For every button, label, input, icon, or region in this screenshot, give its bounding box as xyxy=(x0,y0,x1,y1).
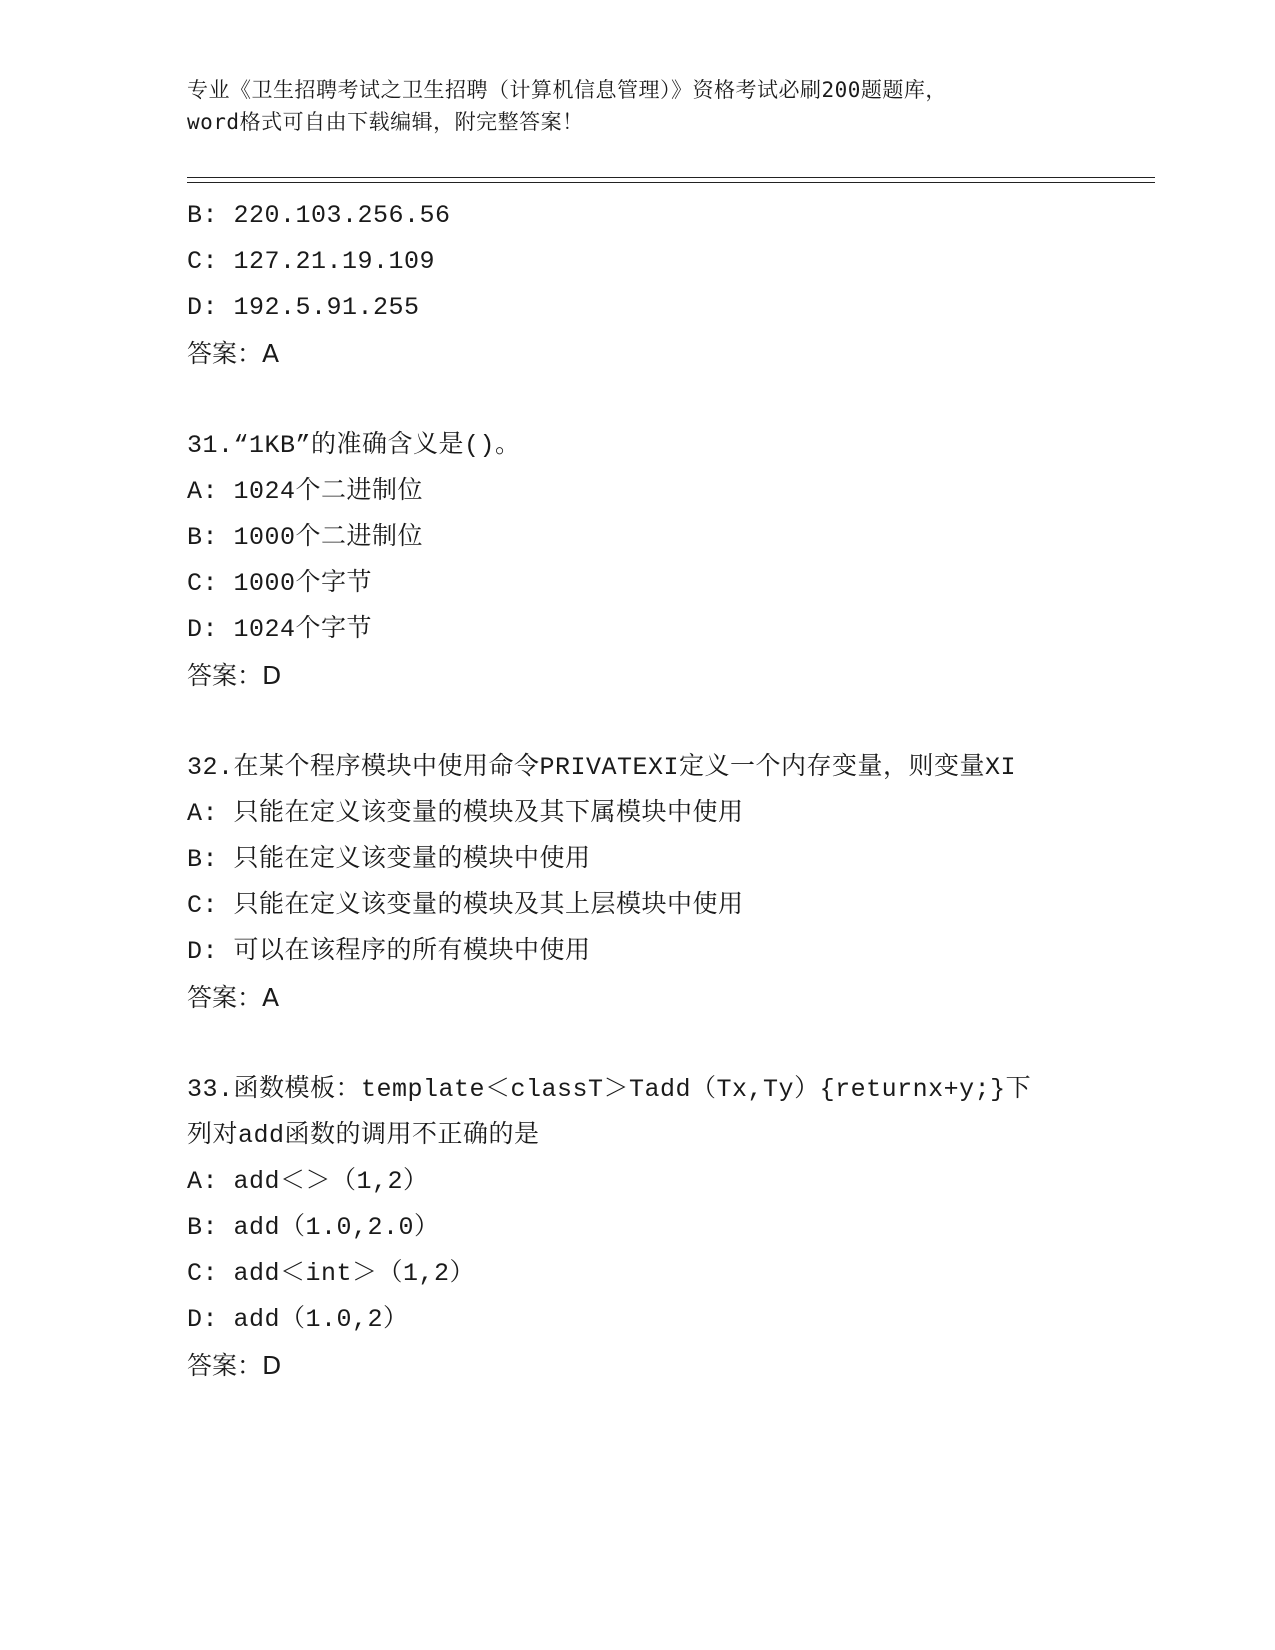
option-c: C: 只能在定义该变量的模块及其上层模块中使用 xyxy=(187,891,744,920)
answer-line: 答案：A xyxy=(187,983,280,1012)
question-block-30 xyxy=(187,193,1087,377)
option-a: A: 1024个二进制位 xyxy=(187,477,424,506)
answer-line: 答案：D xyxy=(187,661,282,690)
option-b: B: 220.103.256.56 xyxy=(187,201,451,230)
question-block-32 xyxy=(187,745,1087,1021)
spacer xyxy=(187,1021,1087,1067)
option-d: D: 1024个字节 xyxy=(187,615,373,644)
document-header xyxy=(187,74,1087,138)
question-block-33 xyxy=(187,1067,1087,1389)
option-a: A: 只能在定义该变量的模块及其下属模块中使用 xyxy=(187,799,744,828)
header-line-1: 专业《卫生招聘考试之卫生招聘（计算机信息管理）》资格考试必刷200题题库， xyxy=(187,78,947,102)
option-c: C: add＜int＞（1,2） xyxy=(187,1259,476,1288)
option-a: A: add＜＞（1,2） xyxy=(187,1167,429,1196)
option-b: B: add（1.0,2.0） xyxy=(187,1213,440,1242)
question-stem: 33.函数模板：template＜classT＞Tadd（Tx,Ty）{returnx+y;}下列对add函数的调用不正确的是 xyxy=(187,1075,1032,1150)
question-stem: 32.在某个程序模块中使用命令PRIVATEXI定义一个内存变量，则变量XI xyxy=(187,753,1017,782)
spacer xyxy=(187,699,1087,745)
header-divider-top xyxy=(187,177,1155,178)
option-d: D: add（1.0,2） xyxy=(187,1305,409,1334)
answer-line: 答案：D xyxy=(187,1351,282,1380)
question-stem: 31.“1KB”的准确含义是()。 xyxy=(187,431,521,460)
answer-line: 答案：A xyxy=(187,339,280,368)
option-b: B: 只能在定义该变量的模块中使用 xyxy=(187,845,591,874)
option-d: D: 192.5.91.255 xyxy=(187,293,420,322)
question-block-31 xyxy=(187,423,1087,699)
option-c: C: 1000个字节 xyxy=(187,569,373,598)
spacer xyxy=(187,377,1087,423)
header-divider-bottom xyxy=(187,182,1155,183)
option-b: B: 1000个二进制位 xyxy=(187,523,424,552)
question-list xyxy=(187,193,1087,1389)
option-d: D: 可以在该程序的所有模块中使用 xyxy=(187,937,591,966)
option-c: C: 127.21.19.109 xyxy=(187,247,436,276)
header-line-2: word格式可自由下载编辑，附完整答案！ xyxy=(187,110,584,134)
